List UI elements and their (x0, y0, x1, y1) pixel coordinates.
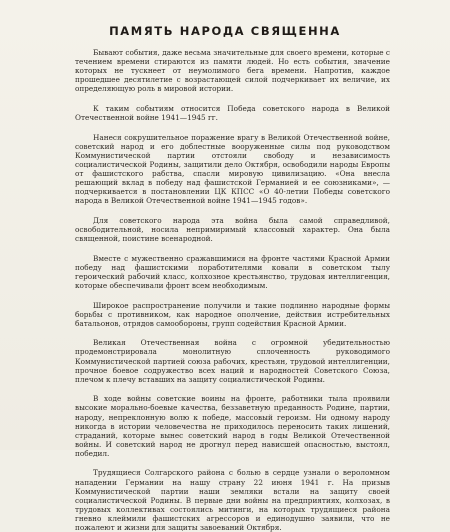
paragraph: Трудящиеся Солгарского района с болью в сердце узнали о вероломном нападении Германии на нашу страну 22 июня 1941 г. На призыв Коммунистической партии наши земляки встали на защиту своей социалистической Родины. В первые дни войны на предприятиях, колхозах, в трудовых коллективах состоялись митинги, на которых трудящиеся района гневно клеймили фашистских агрессоров и единодушно заявили, что не пожалеют и жизни для защиты завоеваний Октября. (75, 468, 390, 532)
paragraph: Бывают события, даже весьма значительные для своего времени, которые с течением времени стираются из памяти людей. Но есть события, значение которых не тускнеет от неумолимого бега времени. Напротив, каждое прошедшее десятилетие с возрастающей силой подчеркивает их величие, их определяющую роль в мировой истории. (75, 48, 390, 94)
paragraph: В ходе войны советские воины на фронте, работники тыла проявили высокие морально-боевые качества, беззаветную преданность Родине, партии, народу, непреклонную волю к победе, массовый героизм. Ни одному народу никогда в истории человечества не приходилось переносить таких лишений, страданий, которые вынес советский народ в годы Великой Отечественной войны. И советский народ не дрогнул перед нависшей опасностью, выстоял, победил. (75, 394, 390, 458)
page-title: ПАМЯТЬ НАРОДА СВЯЩЕННА (109, 24, 341, 38)
paragraph: Широкое распространение получили и такие подлинно народные формы борьбы с противником, как народное ополчение, действия истребительных батальонов, отрядов самообороны, групп содействия Красной Армии. (75, 300, 390, 328)
paragraph: Вместе с мужественно сражавшимися на фронте частями Красной Армии победу над фашистскими поработителями ковали в советском тылу героический рабочий класс, колхозное крестьянство, трудовая интеллигенция, которые обеспечивали фронт всем необходимым. (75, 253, 390, 290)
paragraph: К таким событиям относится Победа советского народа в Великой Отечественной войне 1941—1945 гг. (75, 103, 390, 123)
article-body (75, 48, 390, 532)
paragraph: Для советского народа эта война была самой справедливой, освободительной, носила непримиримый классовый характер. Она была священной, поистине всенародной. (75, 215, 390, 244)
paragraph: Нанеся сокрушительное поражение врагу в Великой Отечественной войне, советский народ и его доблестные вооруженные силы под руководством Коммунистической партии отстояли свободу и независимость социалистической Родины, защитили дело Октября, освободили народы Европы от фашистского рабства, спасли мировую цивилизацию. «Она внесла решающий вклад в победу над фашистской Германией и ее союзниками», — подчеркивается в постановлении ЦК КПСС «О 40-летии Победы советского народа в Великой Отечественной войне 1941—1945 годов». (75, 132, 390, 206)
paragraph: Великая Отечественная война с огромной убедительностью продемонстрировала монолитную сплоченность руководимого Коммунистической партией союза рабочих, крестьян, трудовой интеллигенции, прочное боевое содружество всех наций и народностей Советского Союза, плечом к плечу вставших на защиту социалистической Родины. (75, 338, 390, 384)
